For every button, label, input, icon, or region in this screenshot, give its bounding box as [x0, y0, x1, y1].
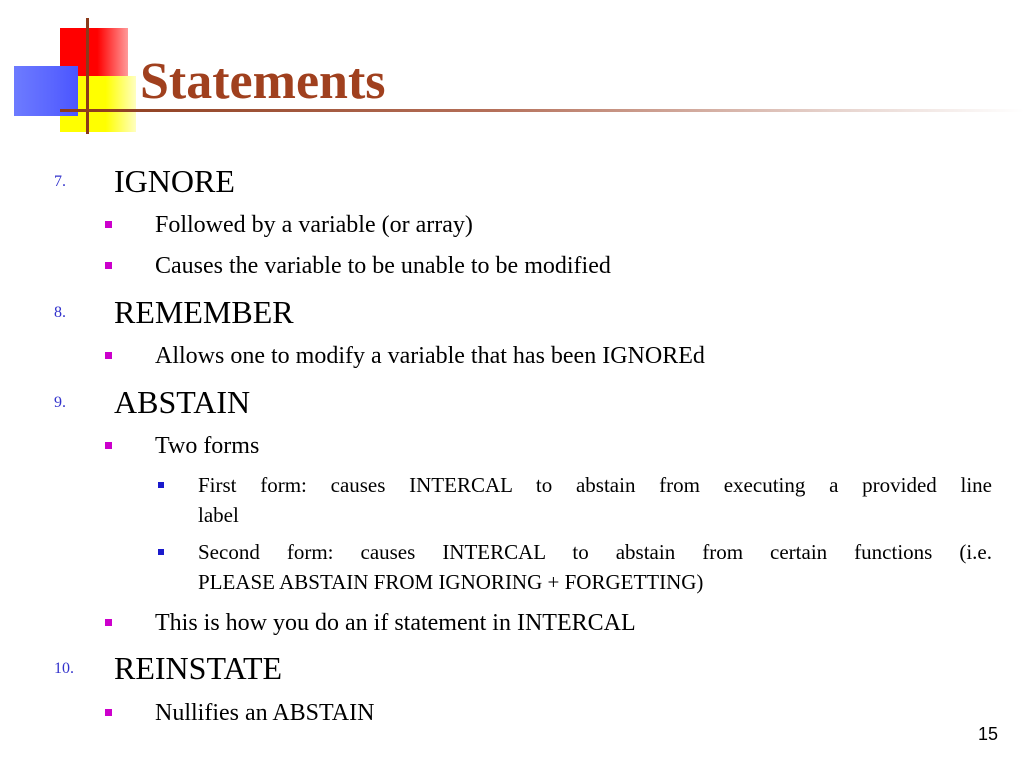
text-line: PLEASE ABSTAIN FROM IGNORING + FORGETTING) — [198, 570, 704, 594]
item-label: IGNORE — [114, 163, 235, 199]
sub-item-text: Causes the variable to be unable to be modified — [155, 253, 611, 279]
sub-sub-item-text — [198, 537, 992, 597]
square-bullet-icon — [158, 482, 164, 488]
item-label: REINSTATE — [114, 650, 283, 686]
square-bullet-icon — [105, 709, 112, 716]
text-line: Second form: causes INTERCAL to abstain from certain functions (i.e. — [198, 540, 992, 564]
square-bullet-icon — [158, 549, 164, 555]
page-number: 15 — [977, 724, 998, 744]
sub-item-text: This is how you do an if statement in INTERCAL — [155, 610, 636, 636]
sub-item-text: Two forms — [155, 433, 260, 459]
item-label: REMEMBER — [114, 294, 294, 330]
square-bullet-icon — [105, 262, 112, 269]
sub-sub-item-text — [198, 470, 992, 530]
square-bullet-icon — [105, 619, 112, 626]
item-number: 9. — [54, 394, 66, 411]
square-bullet-icon — [105, 221, 112, 228]
item-number: 7. — [54, 173, 66, 190]
sub-item-text: Followed by a variable (or array) — [155, 212, 473, 238]
sub-item-text: Nullifies an ABSTAIN — [155, 700, 375, 726]
slide-title: Statements — [140, 53, 386, 110]
text-line: First form: causes INTERCAL to abstain from executing a provided line — [198, 473, 992, 497]
item-number: 10. — [54, 660, 74, 677]
text-line: label — [198, 503, 239, 527]
square-bullet-icon — [105, 352, 112, 359]
item-number: 8. — [54, 304, 66, 321]
sub-item-text: Allows one to modify a variable that has been IGNOREd — [155, 343, 705, 369]
item-label: ABSTAIN — [114, 384, 251, 420]
square-bullet-icon — [105, 442, 112, 449]
